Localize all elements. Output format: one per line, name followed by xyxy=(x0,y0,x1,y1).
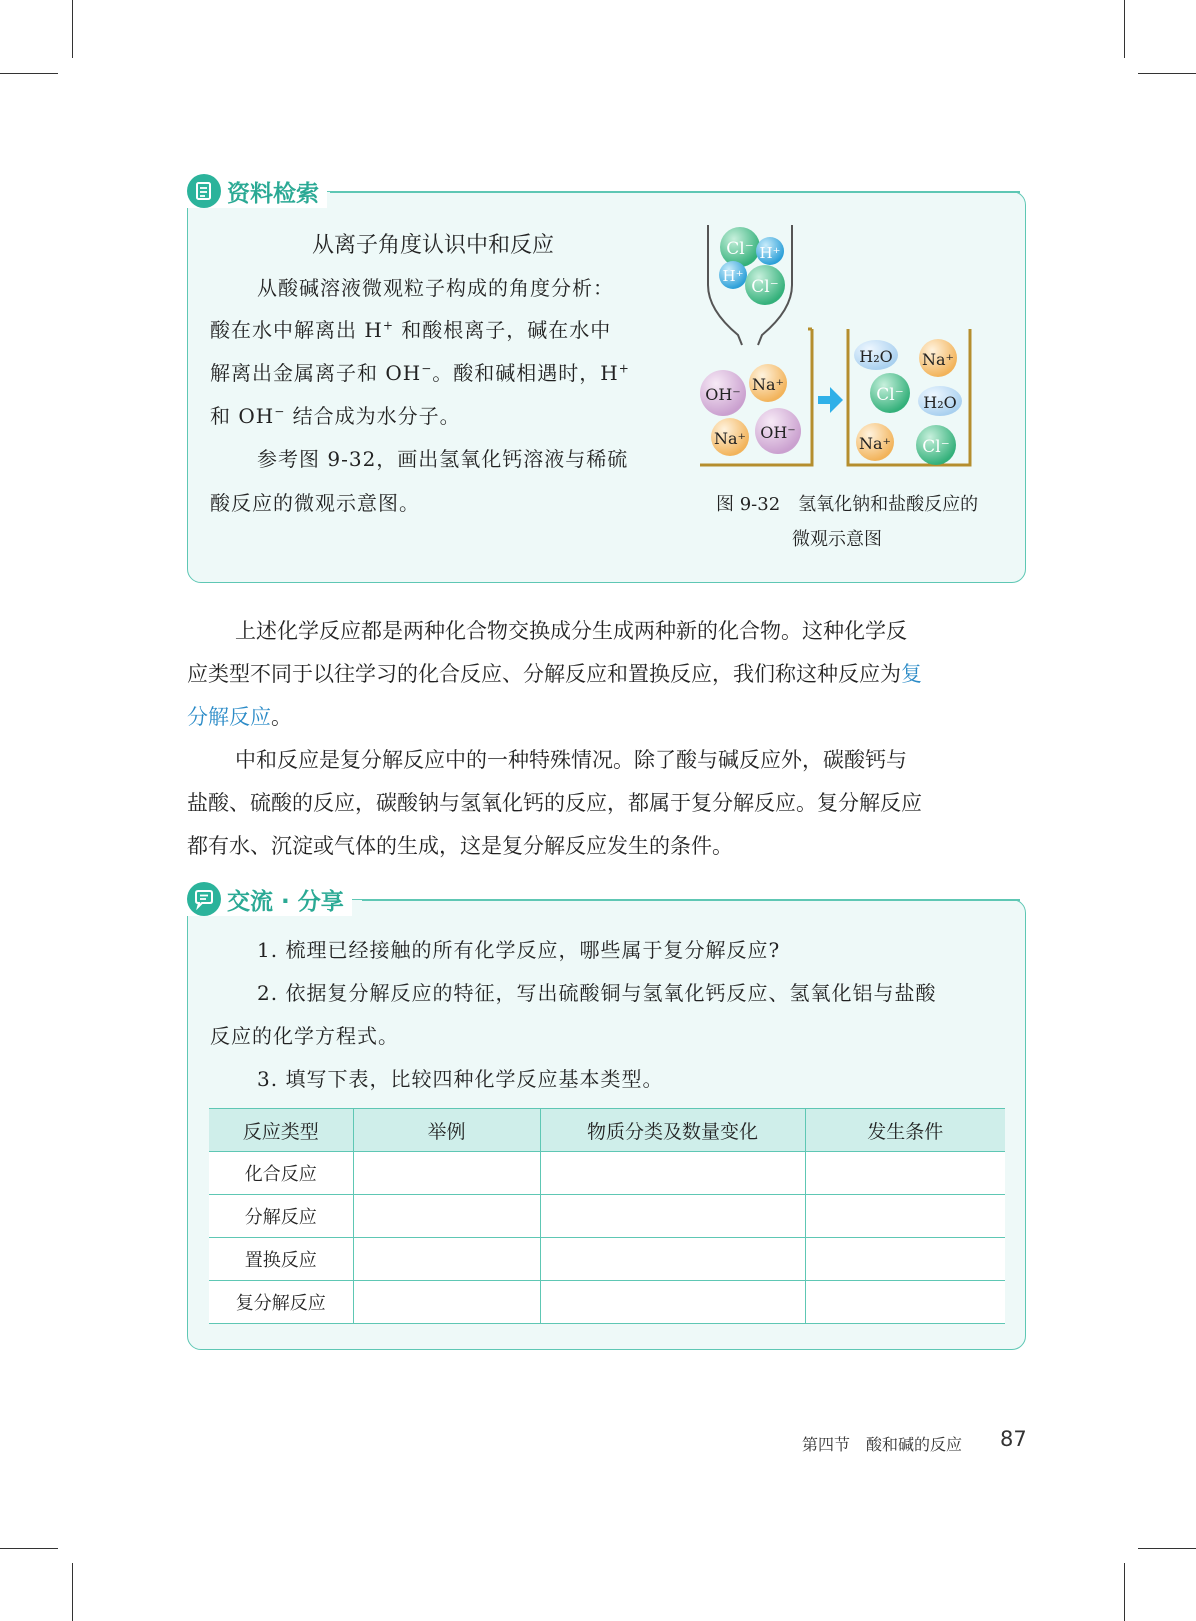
particle-oh xyxy=(755,408,801,454)
svg-text:Na⁺: Na⁺ xyxy=(752,375,784,394)
section-footer: 第四节 酸和碱的反应 xyxy=(802,1435,963,1454)
table-row xyxy=(209,1281,1005,1324)
particle-cl xyxy=(870,373,910,413)
text-line: 酸在水中解离出 H+ 和酸根离子，碱在水中 xyxy=(210,318,612,342)
particle-na xyxy=(749,364,787,402)
crop-mark xyxy=(1124,0,1125,58)
body-line: 都有水、沉淀或气体的生成，这是复分解反应发生的条件。 xyxy=(187,834,733,858)
particle-cl xyxy=(745,265,785,305)
blank-cell[interactable] xyxy=(353,1152,540,1195)
arrow-icon xyxy=(818,387,843,413)
svg-text:Cl⁻: Cl⁻ xyxy=(751,277,779,297)
table-header: 举例 xyxy=(353,1109,540,1152)
row-label: 复分解反应 xyxy=(209,1281,353,1324)
particle-cl xyxy=(916,425,956,465)
table-header: 反应类型 xyxy=(209,1109,353,1152)
blank-cell[interactable] xyxy=(805,1152,1005,1195)
table-row xyxy=(209,1195,1005,1238)
table-row xyxy=(209,1238,1005,1281)
crop-mark xyxy=(1138,1548,1196,1549)
svg-text:OH⁻: OH⁻ xyxy=(760,423,796,442)
svg-text:OH⁻: OH⁻ xyxy=(705,385,741,404)
box-heading: 资料检索 xyxy=(227,180,319,207)
particle-h2o xyxy=(918,386,962,416)
body-line: 中和反应是复分解反应中的一种特殊情况。除了酸与碱反应外，碳酸钙与 xyxy=(235,748,907,772)
svg-text:H₂O: H₂O xyxy=(859,347,893,366)
page-number: 87 xyxy=(1000,1427,1027,1451)
body-text: 。 xyxy=(271,705,292,729)
row-label: 化合反应 xyxy=(209,1152,353,1195)
blank-cell[interactable] xyxy=(805,1195,1005,1238)
question-line: 反应的化学方程式。 xyxy=(210,1024,399,1048)
body-line: 上述化学反应都是两种化合物交换成分生成两种新的化合物。这种化学反 xyxy=(235,619,907,643)
particle-cl xyxy=(720,227,760,267)
question-line: 3. 填写下表，比较四种化学反应基本类型。 xyxy=(257,1067,664,1091)
figure-caption: 微观示意图 xyxy=(792,529,882,550)
title-rule xyxy=(330,191,1020,193)
reaction-type-table xyxy=(209,1108,1005,1324)
row-label: 分解反应 xyxy=(209,1195,353,1238)
particle-h xyxy=(756,237,784,265)
text-line: 参考图 9-32，画出氢氧化钙溶液与稀硫 xyxy=(257,447,629,471)
table-header-row xyxy=(209,1109,1005,1152)
blank-cell[interactable] xyxy=(540,1152,805,1195)
particle-na xyxy=(711,418,749,456)
particle-oh xyxy=(700,370,746,416)
particle-h2o xyxy=(854,340,898,370)
highlight-term: 复 xyxy=(901,662,922,686)
question-line: 1. 梳理已经接触的所有化学反应，哪些属于复分解反应? xyxy=(257,938,781,962)
svg-text:Cl⁻: Cl⁻ xyxy=(726,239,754,259)
blank-cell[interactable] xyxy=(805,1281,1005,1324)
chat-bubble-icon xyxy=(187,882,221,916)
crop-mark xyxy=(1138,73,1196,74)
blank-cell[interactable] xyxy=(540,1281,805,1324)
svg-text:Na⁺: Na⁺ xyxy=(859,434,891,453)
crop-mark xyxy=(0,73,58,74)
blank-cell[interactable] xyxy=(540,1238,805,1281)
crop-mark xyxy=(72,1563,73,1621)
blank-cell[interactable] xyxy=(353,1281,540,1324)
particle-na xyxy=(919,339,957,377)
blank-cell[interactable] xyxy=(805,1238,1005,1281)
title-rule xyxy=(362,899,1020,901)
body-line xyxy=(187,658,922,688)
document-icon xyxy=(187,174,221,208)
row-label: 置换反应 xyxy=(209,1238,353,1281)
svg-text:H⁺: H⁺ xyxy=(722,267,744,285)
body-line: 盐酸、硫酸的反应，碳酸钠与氢氧化钙的反应，都属于复分解反应。复分解反应 xyxy=(187,791,922,815)
particle-na xyxy=(856,423,894,461)
box-heading: 交流 · 分享 xyxy=(227,888,344,915)
crop-mark xyxy=(0,1548,58,1549)
blank-cell[interactable] xyxy=(353,1195,540,1238)
blank-cell[interactable] xyxy=(540,1195,805,1238)
svg-text:Na⁺: Na⁺ xyxy=(714,429,746,448)
highlight-term: 分解反应 xyxy=(187,705,271,729)
crop-mark xyxy=(1124,1563,1125,1621)
text-line: 和 OH− 结合成为水分子。 xyxy=(210,404,461,428)
text-line: 解离出金属离子和 OH−。酸和碱相遇时，H+ xyxy=(210,361,630,385)
svg-text:H₂O: H₂O xyxy=(923,393,957,412)
svg-text:Cl⁻: Cl⁻ xyxy=(876,385,904,405)
discussion-box-title xyxy=(187,882,352,916)
table-header: 发生条件 xyxy=(805,1109,1005,1152)
crop-mark xyxy=(72,0,73,58)
table-header: 物质分类及数量变化 xyxy=(540,1109,805,1152)
question-line: 2. 依据复分解反应的特征，写出硫酸铜与氢氧化钙反应、氢氧化铝与盐酸 xyxy=(257,981,937,1005)
neutralization-figure xyxy=(700,215,1010,490)
blank-cell[interactable] xyxy=(353,1238,540,1281)
body-line xyxy=(187,701,292,731)
box-subtitle: 从离子角度认识中和反应 xyxy=(312,233,555,258)
svg-text:H⁺: H⁺ xyxy=(759,244,781,262)
table-row xyxy=(209,1152,1005,1195)
svg-text:Cl⁻: Cl⁻ xyxy=(922,437,950,457)
reference-box-title xyxy=(187,174,327,208)
figure-caption: 图 9-32 氢氧化钠和盐酸反应的 xyxy=(716,494,979,515)
text-line: 酸反应的微观示意图。 xyxy=(210,491,420,515)
body-text: 应类型不同于以往学习的化合反应、分解反应和置换反应，我们称这种反应为 xyxy=(187,662,901,686)
particle-h xyxy=(719,261,747,289)
svg-text:Na⁺: Na⁺ xyxy=(922,350,954,369)
text-line: 从酸碱溶液微观粒子构成的角度分析： xyxy=(257,276,614,300)
